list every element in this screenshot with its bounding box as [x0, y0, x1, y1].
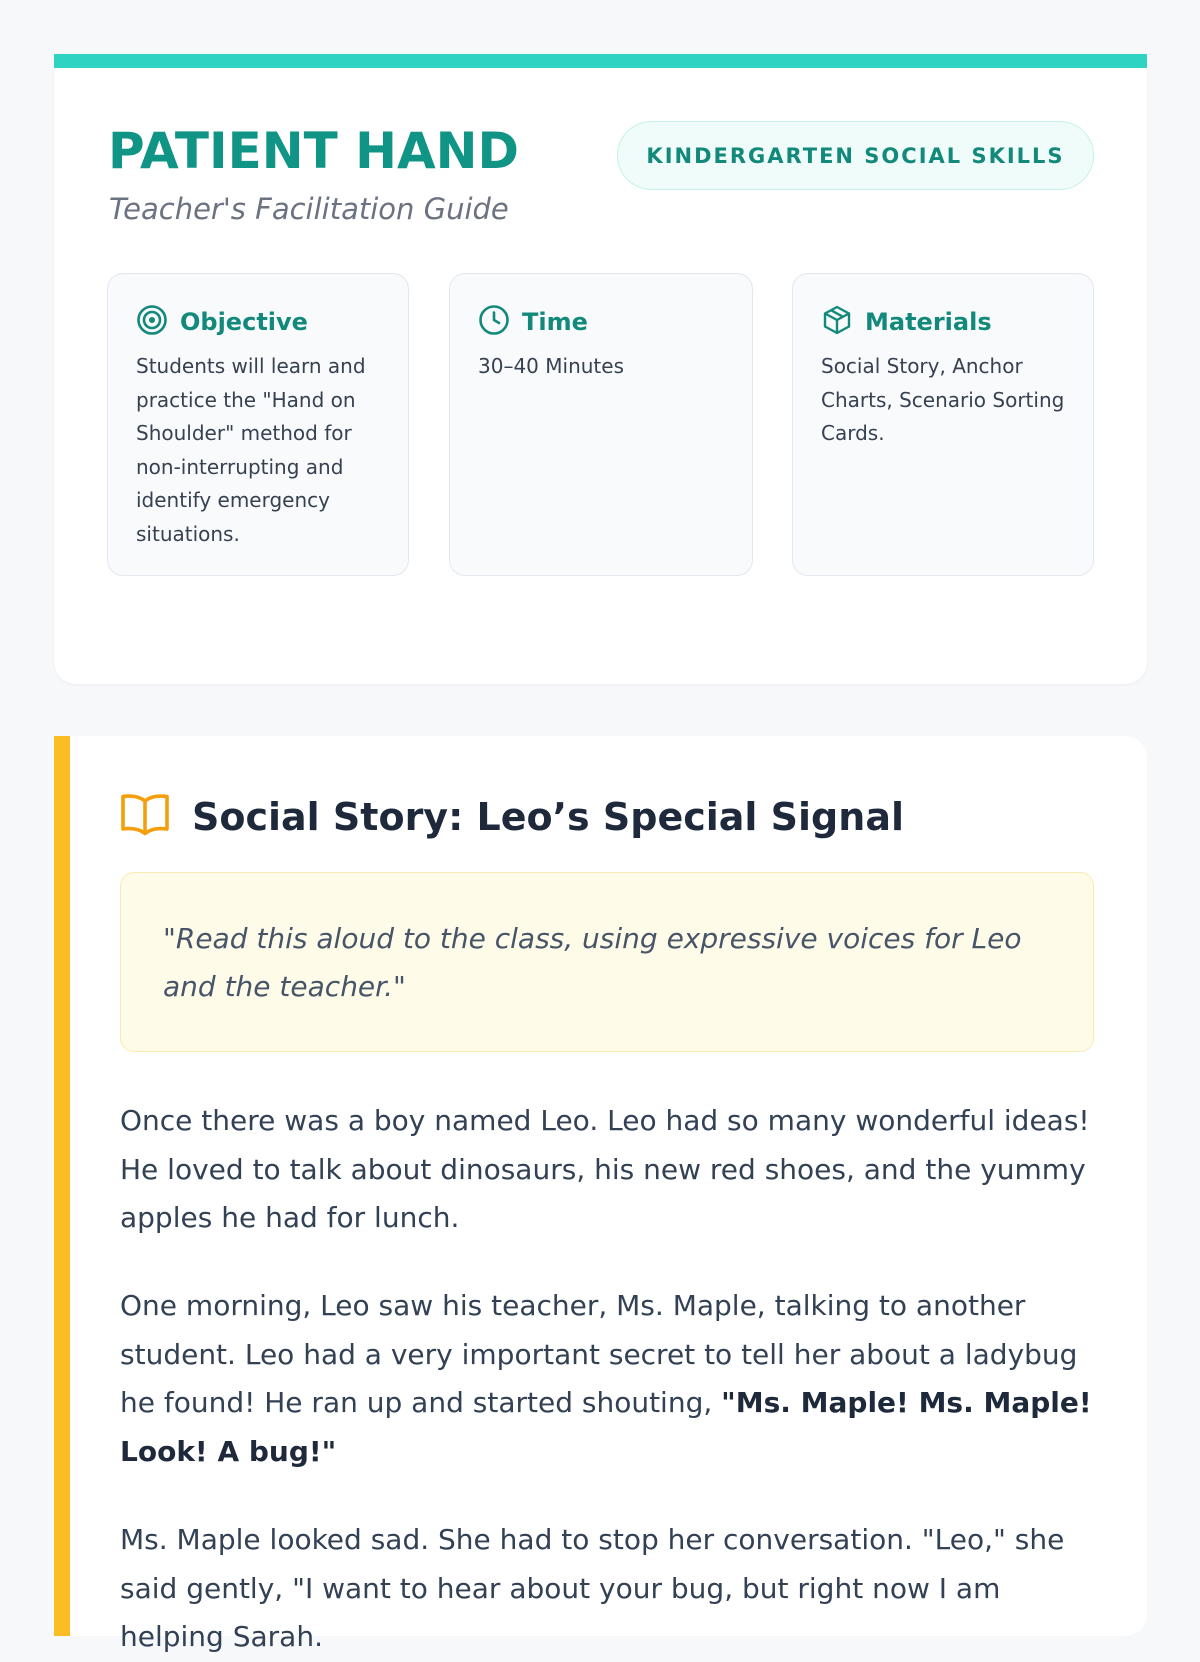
story-paragraph-text: One morning, Leo saw his teacher, Ms. Maple, talking to another student. Leo had a very important secret to tell her about a ladybug he found! He ran up and started shouting,: [120, 1289, 1078, 1419]
objective-card: [107, 273, 409, 576]
header-accent-bar: [54, 54, 1147, 68]
time-text: 30–40 Minutes: [478, 354, 624, 378]
materials-text: Social Story, Anchor Charts, Scenario Sorting Cards.: [821, 354, 1065, 445]
time-card-header: [478, 304, 726, 340]
page-title: PATIENT HAND: [108, 122, 519, 180]
materials-label: Materials: [865, 308, 992, 336]
box-icon: [821, 304, 853, 340]
read-aloud-note: "Read this aloud to the class, using expressive voices for Leo and the teacher.": [120, 872, 1094, 1052]
page-subtitle: Teacher's Facilitation Guide: [109, 192, 509, 226]
objective-label: Objective: [180, 308, 308, 336]
social-story-card: [54, 736, 1147, 1653]
target-icon: [136, 304, 168, 340]
materials-card-header: [821, 304, 1067, 340]
time-label: Time: [522, 308, 588, 336]
open-book-icon: [120, 792, 170, 842]
clock-icon: [478, 304, 510, 340]
story-paragraph: Once there was a boy named Leo. Leo had so many wonderful ideas! He loved to talk about dinosaurs, his new red shoes, and the yummy apples he had for lunch.: [120, 1104, 1090, 1234]
story-header: [120, 792, 904, 842]
story-paragraph: Ms. Maple looked sad. She had to stop her conversation. "Leo," she said gently, "I want to hear about your bug, but right now I am helping Sarah.: [120, 1523, 1065, 1653]
story-paragraph: [120, 1282, 1095, 1476]
time-card: [449, 273, 753, 576]
grade-badge: KINDERGARTEN SOCIAL SKILLS: [617, 121, 1094, 190]
objective-text: Students will learn and practice the "Hand on Shoulder" method for non-interrupting and identify emergency situations.: [136, 354, 366, 546]
objective-card-header: [136, 304, 382, 340]
guide-header-card: [54, 54, 1147, 684]
story-accent-bar: [54, 736, 70, 1636]
story-quote: "Ms. Maple! Ms. Maple! Look! A bug!": [120, 1386, 1092, 1468]
materials-card: [792, 273, 1094, 576]
story-title: Social Story: Leo’s Special Signal: [192, 795, 904, 839]
